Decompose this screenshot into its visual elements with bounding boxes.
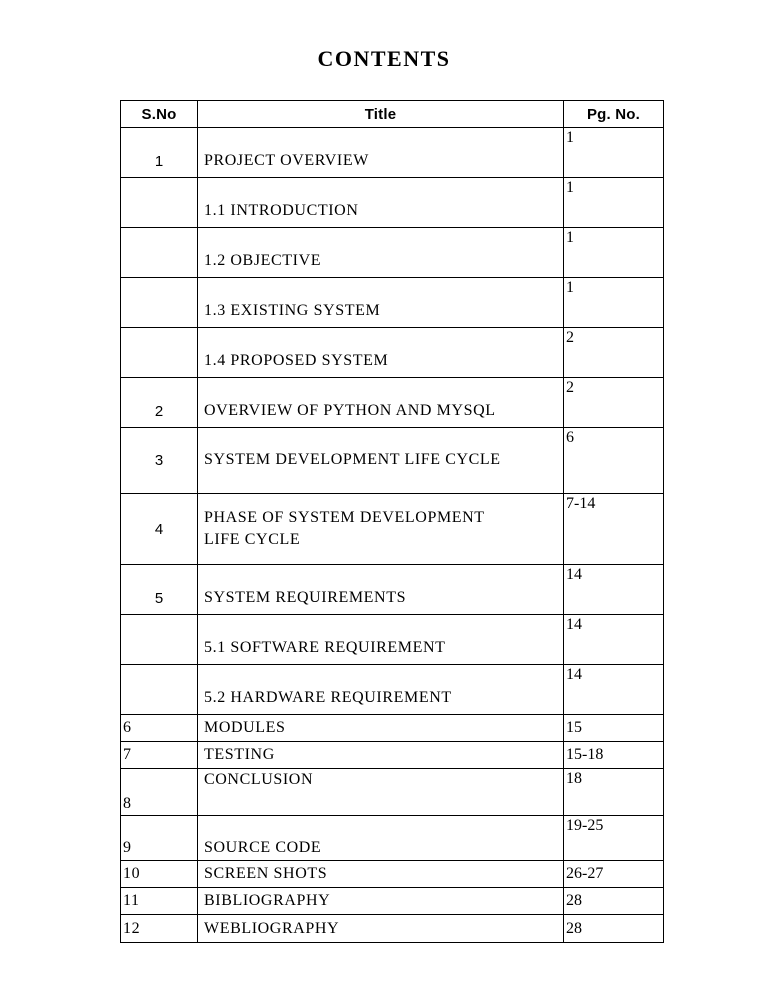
toc-sno: [121, 278, 198, 328]
toc-page: 14: [564, 665, 664, 715]
header-cell-title: Title: [198, 101, 564, 128]
toc-row-hardware-requirement: [121, 665, 664, 715]
toc-page: 15-18: [564, 742, 664, 769]
toc-row-source-code: [121, 816, 664, 861]
toc-page: 28: [564, 888, 664, 915]
toc-row-project-overview: [121, 128, 664, 178]
toc-title-text: PHASE OF SYSTEM DEVELOPMENT LIFE CYCLE: [204, 508, 485, 548]
header-cell-sno: S.No: [121, 101, 198, 128]
toc-page: 14: [564, 615, 664, 665]
toc-page: 19-25: [564, 816, 664, 861]
toc-page: 1: [564, 278, 664, 328]
toc-row-conclusion: [121, 769, 664, 816]
toc-title: 5.2 HARDWARE REQUIREMENT: [198, 665, 564, 715]
toc-title: SCREEN SHOTS: [198, 861, 564, 888]
toc-page: 28: [564, 915, 664, 943]
toc-sno: 11: [121, 888, 198, 915]
toc-title: 1.1 INTRODUCTION: [198, 178, 564, 228]
toc-page: 26-27: [564, 861, 664, 888]
toc-title: TESTING: [198, 742, 564, 769]
toc-sno: [121, 178, 198, 228]
toc-row-sdlc: [121, 428, 664, 494]
toc-title: 1.2 OBJECTIVE: [198, 228, 564, 278]
toc-sno: 9: [121, 816, 198, 861]
toc-row-existing-system: [121, 278, 664, 328]
toc-page: 1: [564, 128, 664, 178]
toc-sno: 1: [121, 128, 198, 178]
table-header-row: [121, 101, 664, 128]
toc-row-introduction: [121, 178, 664, 228]
toc-title: PROJECT OVERVIEW: [198, 128, 564, 178]
toc-sno: [121, 615, 198, 665]
toc-sno: 8: [121, 769, 198, 816]
toc-sno: 4: [121, 494, 198, 565]
toc-row-screen-shots: [121, 861, 664, 888]
toc-sno: [121, 328, 198, 378]
toc-title: CONCLUSION: [198, 769, 564, 816]
toc-page: 1: [564, 228, 664, 278]
toc-row-software-requirement: [121, 615, 664, 665]
toc-page: 18: [564, 769, 664, 816]
toc-title: 1.4 PROPOSED SYSTEM: [198, 328, 564, 378]
toc-row-testing: [121, 742, 664, 769]
toc-row-modules: [121, 715, 664, 742]
toc-page: 2: [564, 328, 664, 378]
toc-page: 6: [564, 428, 664, 494]
toc-title: MODULES: [198, 715, 564, 742]
toc-page: 1: [564, 178, 664, 228]
toc-title: SOURCE CODE: [198, 816, 564, 861]
toc-row-system-requirements: [121, 565, 664, 615]
toc-title: WEBLIOGRAPHY: [198, 915, 564, 943]
toc-title: [198, 494, 564, 565]
toc-sno: [121, 228, 198, 278]
toc-sno: 12: [121, 915, 198, 943]
toc-page: 15: [564, 715, 664, 742]
toc-page: 2: [564, 378, 664, 428]
toc-sno: 2: [121, 378, 198, 428]
page-title: CONTENTS: [317, 46, 451, 71]
toc-row-objective: [121, 228, 664, 278]
toc-sno: 6: [121, 715, 198, 742]
header-cell-page: Pg. No.: [564, 101, 664, 128]
toc-title: SYSTEM REQUIREMENTS: [198, 565, 564, 615]
toc-title: BIBLIOGRAPHY: [198, 888, 564, 915]
toc-sno: 3: [121, 428, 198, 494]
toc-title: OVERVIEW OF PYTHON AND MYSQL: [198, 378, 564, 428]
toc-title: 5.1 SOFTWARE REQUIREMENT: [198, 615, 564, 665]
toc-title: SYSTEM DEVELOPMENT LIFE CYCLE: [198, 428, 564, 494]
toc-sno: [121, 665, 198, 715]
toc-title: 1.3 EXISTING SYSTEM: [198, 278, 564, 328]
toc-sno: 5: [121, 565, 198, 615]
toc-sno: 7: [121, 742, 198, 769]
contents-table: [120, 100, 664, 943]
toc-row-webliography: [121, 915, 664, 943]
toc-row-bibliography: [121, 888, 664, 915]
toc-page: 7-14: [564, 494, 664, 565]
toc-row-overview-python-mysql: [121, 378, 664, 428]
toc-row-proposed-system: [121, 328, 664, 378]
toc-sno: 10: [121, 861, 198, 888]
toc-row-phase-of-sdlc: [121, 494, 664, 565]
toc-page: 14: [564, 565, 664, 615]
